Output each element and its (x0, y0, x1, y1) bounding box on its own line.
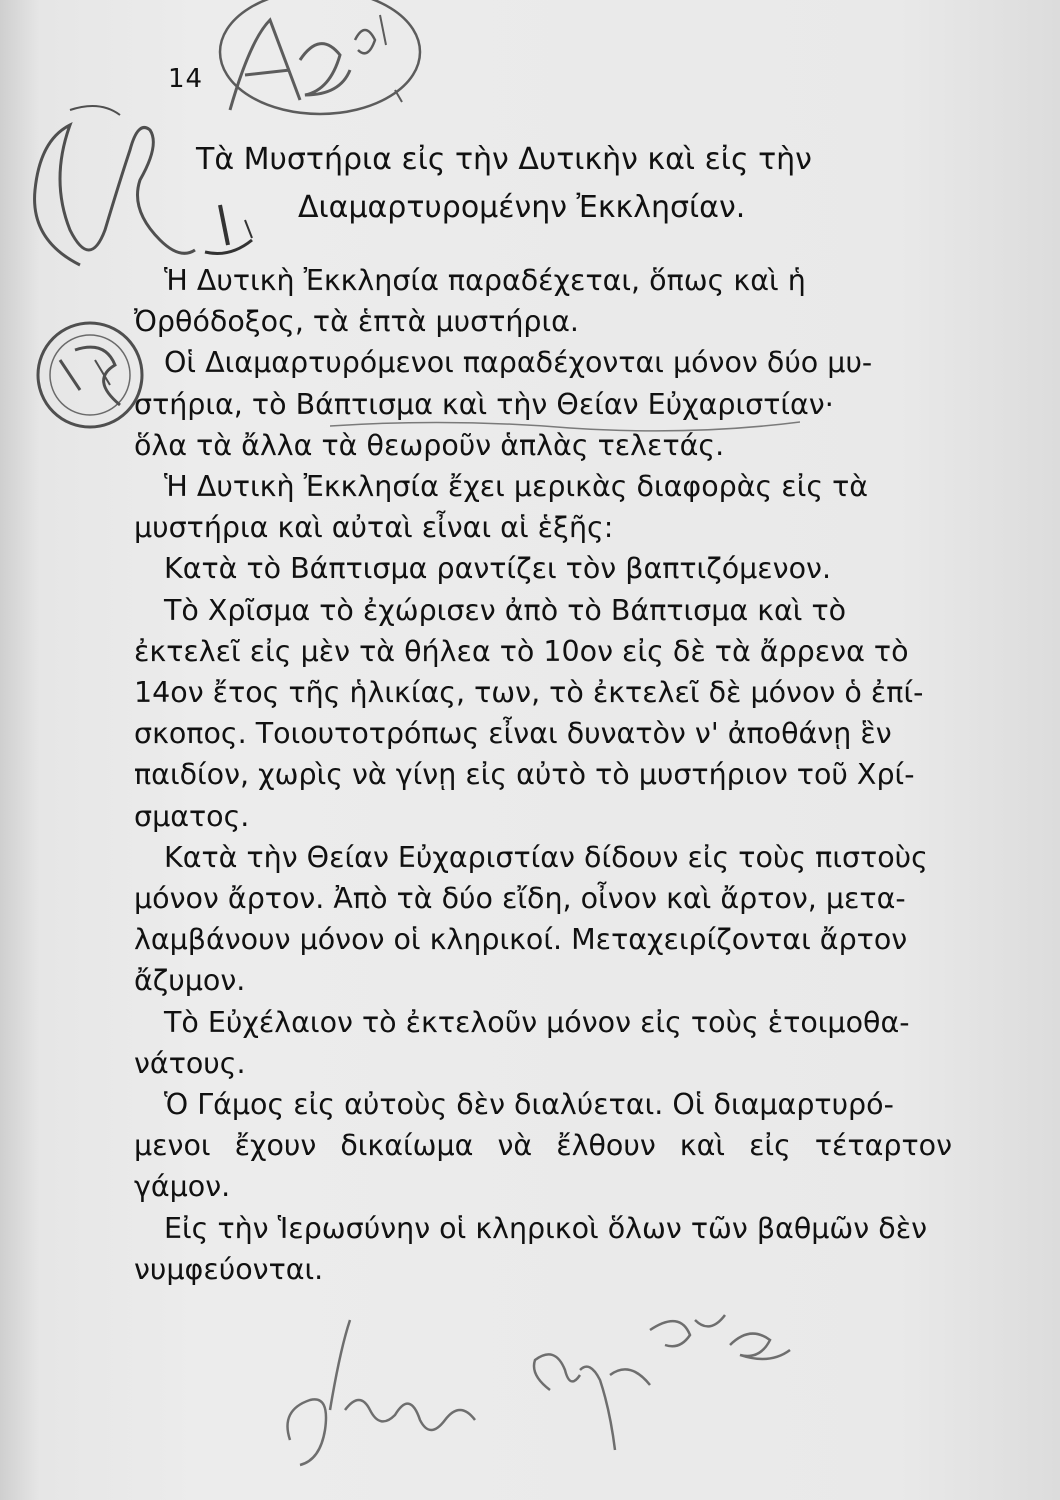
page-number: 14 (168, 64, 204, 94)
paragraph-2: Οἱ Διαμαρτυρόμενοι παραδέχονται μόνον δύο μυ- στήρια, τὸ Βάπτισμα καὶ τὴν Θείαν Εὐχαριστίαν· ὅλα τὰ ἄλλα τὰ θεωροῦν ἁπλὰς τελετάς. (134, 346, 873, 462)
title-line-2: Διαμαρτυρομένην Ἐκκλησίαν. (298, 190, 746, 225)
handwritten-annotation-left-circle (20, 300, 160, 450)
paragraph-5: Τὸ Χρῖσμα τὸ ἐχώρισεν ἀπὸ τὸ Βάπτισμα καὶ τὸ ἐκτελεῖ εἰς μὲν τὰ θήλεα τὸ 10ον εἰς δὲ τὰ ἄρρενα τὸ 14ον ἔτος τῆς ἡλικίας, των, τὸ ἐκτελεῖ δὲ μόνον ὁ ἐπί- σκοπος. Τοιουτοτρόπως εἶναι δυνατὸν ν' ἀποθάνῃ ἓν παιδίον, χωρὶς νὰ γίνῃ εἰς αὐτὸ τὸ μυστήριον τοῦ Χρί- σματος. (134, 593, 924, 833)
title-line-1: Τὰ Μυστήρια εἰς τὴν Δυτικὴν καὶ εἰς τὴν (196, 142, 812, 177)
paragraph-1: Ἡ Δυτικὴ Ἐκκλησία παραδέχεται, ὅπως καὶ ἡ Ὀρθόδοξος, τὰ ἑπτὰ μυστήρια. (134, 264, 806, 339)
handwritten-annotation-bottom (270, 1290, 830, 1490)
paragraph-7: Τὸ Εὐχέλαιον τὸ ἐκτελοῦν μόνον εἰς τοὺς ἑτοιμοθα- νάτους. (134, 1005, 910, 1080)
handwritten-annotation-left-margin (10, 90, 210, 290)
pencil-underline (330, 408, 800, 438)
paragraph-3: Ἡ Δυτικὴ Ἐκκλησία ἔχει μερικὰς διαφορὰς εἰς τὰ μυστήρια καὶ αὐταὶ εἶναι αἱ ἑξῆς: (134, 470, 869, 545)
handwritten-annotation-under-title (190, 190, 270, 270)
handwritten-annotation-top-circle (190, 0, 430, 130)
paragraph-6: Κατὰ τὴν Θείαν Εὐχαριστίαν δίδουν εἰς τοὺς πιστοὺς μόνον ἄρτον. Ἀπὸ τὰ δύο εἴδη, οἶνον καὶ ἄρτον, μετα- λαμβάνουν μόνον οἱ κληρικοί. Μεταχειρίζονται ἄρτον ἄζυμον. (134, 840, 928, 998)
paragraph-9: Εἰς τὴν Ἱερωσύνην οἱ κληρικοὶ ὅλων τῶν βαθμῶν δὲν νυμφεύονται. (134, 1211, 928, 1286)
paragraph-4: Κατὰ τὸ Βάπτισμα ραντίζει τὸν βαπτιζόμενον. (164, 552, 832, 586)
paragraph-8: Ὁ Γάμος εἰς αὐτοὺς δὲν διαλύεται. Οἱ διαμαρτυρό- μενοι ἔχουν δικαίωμα νὰ ἔλθουν καὶ εἰς τέταρτον γάμον. (134, 1088, 952, 1204)
section-title (196, 136, 956, 232)
